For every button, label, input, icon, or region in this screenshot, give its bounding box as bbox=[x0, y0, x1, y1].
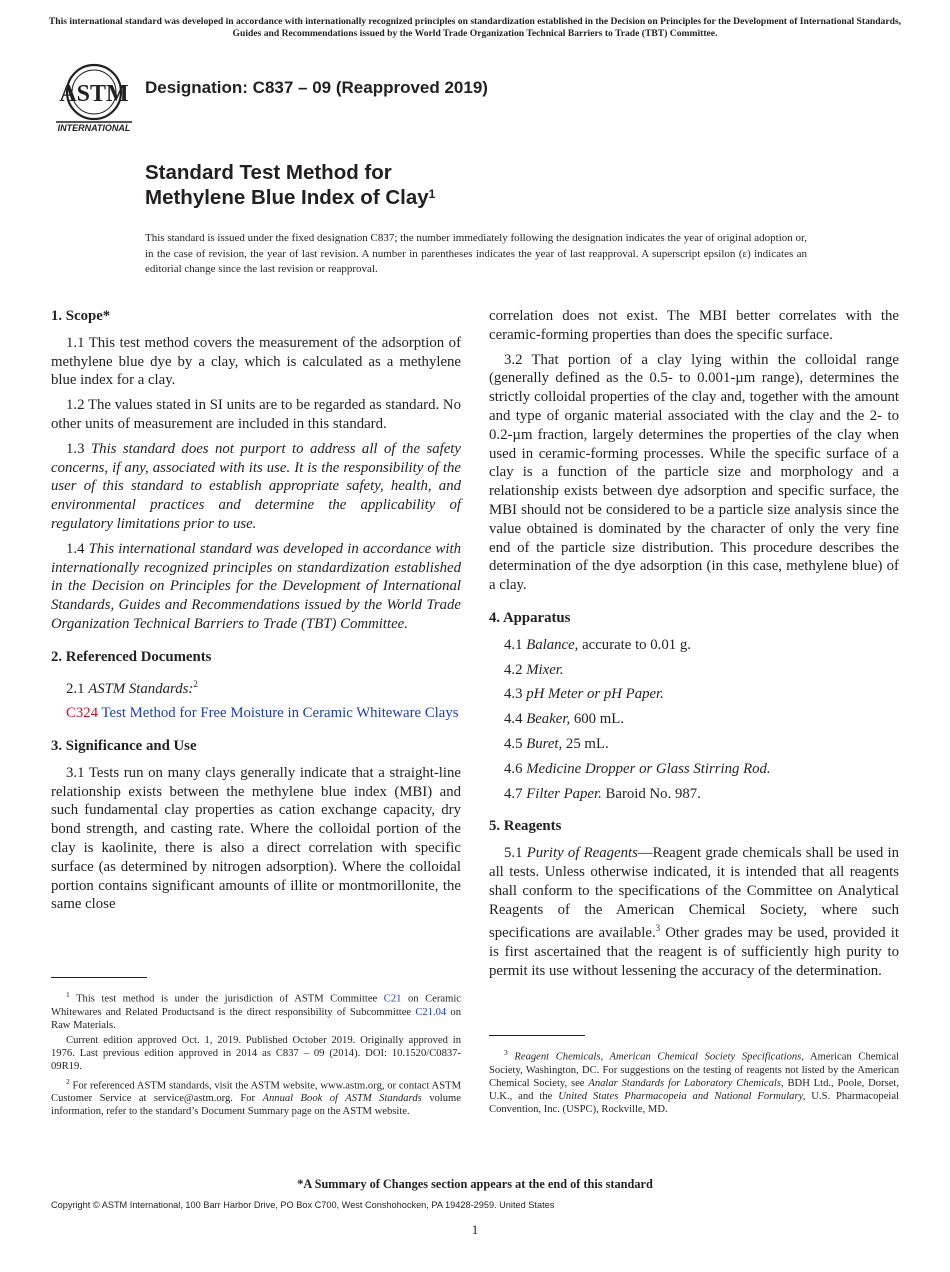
apparatus-item bbox=[489, 636, 899, 655]
footnote-text: on Ceramic Whitewares and Related Productsand is the direct responsibility of Subcommittee bbox=[51, 993, 461, 1018]
section-heading-significance: 3. Significance and Use bbox=[51, 738, 197, 755]
footnote-text: BDH Ltd., Poole, Dorset, U.K., and the bbox=[489, 1077, 900, 1102]
paragraph-number: 2.1 bbox=[66, 680, 89, 697]
item-name: Mixer. bbox=[526, 661, 564, 678]
section-heading-reagents: 5. Reagents bbox=[489, 818, 562, 835]
logo-mark: ASTM bbox=[59, 81, 129, 107]
paragraph-number: 1.4 bbox=[66, 540, 89, 557]
item-number: 4.3 bbox=[504, 686, 527, 703]
paragraph-1-2: 1.2 The values stated in SI units are to be regarded as standard. No other units of measurement are included in this standard. bbox=[51, 397, 461, 432]
footnotes-right bbox=[489, 1046, 899, 1118]
section-heading-apparatus: 4. Apparatus bbox=[489, 609, 571, 626]
footnotes-left bbox=[51, 988, 461, 1120]
footnote-text: Annual Book of ASTM Standards bbox=[262, 1093, 422, 1105]
paragraph-1-1: 1.1 This test method covers the measurement of the adsorption of methylene blue dye by a clay, which is calculated as a methylene blue index for a clay. bbox=[51, 334, 461, 389]
item-detail: 600 mL. bbox=[570, 711, 625, 728]
item-name: Beaker, bbox=[526, 711, 571, 728]
paragraph-1-3 bbox=[51, 440, 461, 534]
footnote-text: Reagent Chemicals, American Chemical Society Specifications, bbox=[507, 1051, 804, 1063]
copyright: Copyright © ASTM International, 100 Barr Harbor Drive, PO Box C700, West Conshohocken, PA 19428-2959. United States bbox=[51, 1200, 555, 1210]
title-footnote-marker: 1 bbox=[428, 187, 436, 201]
item-name: Buret, bbox=[526, 735, 563, 752]
footnote-text: U.S. Pharmacopeial Convention, Inc. (USPC), Rockville, MD. bbox=[489, 1090, 899, 1115]
designation-statement: This standard is issued under the fixed designation C837; the number immediately following the designation indicates the year of original adoption or, in the case of revision, the year of last revision. A number in parentheses indicates the year of last reapproval. A superscript epsilon (ε) indicates an editorial change since the last revision or reapproval. bbox=[145, 232, 807, 275]
footnote-text: Analar Standards for Laboratory Chemicals, bbox=[588, 1077, 784, 1089]
footnote-number: 3 bbox=[504, 1048, 508, 1057]
apparatus-item bbox=[489, 735, 899, 754]
item-name: pH Meter or pH Paper. bbox=[526, 686, 664, 703]
item-number: 4.2 bbox=[504, 661, 527, 678]
footnote-divider bbox=[51, 977, 147, 978]
apparatus-item bbox=[489, 760, 899, 779]
right-column bbox=[489, 307, 899, 987]
paragraph-text: This standard does not purport to address all of the safety concerns, if any, associated with its use. It is the responsibility of the user of this standard to establish appropriate safety, health, and environmental practices and determine the applicability of regulatory limitations prior to use. bbox=[51, 440, 461, 532]
footnote-text: on Raw Materials. bbox=[51, 1006, 461, 1031]
paragraph-3-1-continued: correlation does not exist. The MBI better correlates with the ceramic-forming properties than does the specific surface. bbox=[489, 308, 899, 343]
paragraph-3-2: 3.2 That portion of a clay lying within the colloidal range (generally defined as the 0.5- to 0.001-µm range), determines the strictly colloidal properties of the clay and, together with the amount and type of organic material associated with the clay and the 2- to 0.2-µm fraction, largely determines the properties of the clay when used in ceramic-forming processes. While the specific surface of a clay is a function of the particle size and morphology and a relationship exists between dye adsorption and specific surface, the MBI should not be considered to be a particle size analysis since the value obtained is dominated by the character of only the very fine end of the particle size distribution. This procedure describes the determination of the dye adsorption (in this case, methylene blue) of a clay. bbox=[489, 351, 899, 594]
paragraph-text: This international standard was developed in accordance with internationally recognized principles on standardization established in the Decision on Principles for the Development of International Standards, Guides and Recommendations issued by the World Trade Organization Technical Barriers to Trade (TBT) Committee. bbox=[51, 540, 461, 632]
apparatus-item bbox=[489, 785, 899, 804]
item-name: Medicine Dropper or Glass Stirring Rod. bbox=[526, 760, 771, 777]
footnote-edition: Current edition approved Oct. 1, 2019. Published October 2019. Originally approved in 1976. Last previous edition approved in 2014 as C837 – 09 (2014). DOI: 10.1520/C0837-09R19. bbox=[51, 1034, 461, 1072]
footnote-text: United States Pharmacopeia and National Formulary, bbox=[558, 1090, 806, 1102]
astm-logo-icon bbox=[52, 58, 136, 136]
subcommittee-link[interactable]: C21.04 bbox=[415, 1006, 447, 1018]
apparatus-item bbox=[489, 710, 899, 729]
paragraph-1-4 bbox=[51, 540, 461, 634]
footnote-text: American Chemical Society, Washington, DC. For suggestions on the testing of reagents not listed by the American Chemical Society, see bbox=[489, 1051, 899, 1089]
footnote-marker: 2 bbox=[193, 678, 198, 689]
footnote-text: For referenced ASTM standards, visit the ASTM website, www.astm.org, or contact ASTM Customer Service at service@astm.org. For bbox=[51, 1080, 461, 1105]
paragraph-number: 5.1 bbox=[504, 845, 527, 862]
footnote-3 bbox=[489, 1046, 899, 1116]
reference-title-link[interactable]: Test Method for Free Moisture in Ceramic Whiteware Clays bbox=[98, 705, 459, 722]
footnote-divider bbox=[489, 1035, 585, 1036]
footnote-number: 2 bbox=[66, 1076, 70, 1086]
title-line-2: Methylene Blue Index of Clay bbox=[145, 186, 429, 209]
item-number: 4.1 bbox=[504, 636, 527, 653]
paragraph-title: Purity of Reagents bbox=[526, 845, 638, 862]
summary-of-changes-note: *A Summary of Changes section appears at the end of this standard bbox=[297, 1177, 653, 1191]
tbt-notice: This international standard was developed in accordance with internationally recognized principles on standardization established in the Decision on Principles for the Development of International Standards, Guides and Recommendations issued by the World Trade Organization Technical Barriers to Trade (TBT) Committee. bbox=[48, 16, 902, 39]
apparatus-item bbox=[489, 685, 899, 704]
item-number: 4.7 bbox=[504, 785, 527, 802]
item-detail: 25 mL. bbox=[562, 735, 609, 752]
item-number: 4.5 bbox=[504, 735, 527, 752]
paragraph-3-1: 3.1 Tests run on many clays generally indicate that a straight-line relationship exists between the methylene blue index (MBI) and such fundamental clay properties as cation exchange capacity, dry bond strength, and casting rate. Where the colloidal portion of the clay is kaolinite, there is also a direct correlation with specific surface (as determined by nitrogen adsorption). Where the colloidal portion contains significant amounts of illite or montmorillonite, the same close bbox=[51, 764, 461, 913]
item-name: Filter Paper. bbox=[526, 785, 602, 802]
left-column bbox=[51, 307, 461, 920]
item-detail: Baroid No. 987. bbox=[601, 785, 701, 802]
logo-subtitle: INTERNATIONAL bbox=[57, 123, 131, 133]
footnote-1 bbox=[51, 988, 461, 1032]
paragraph-5-1 bbox=[489, 844, 899, 981]
paragraph-text: —Reagent grade chemicals shall be used in all tests. Unless otherwise indicated, it is intended that all reagents shall conform to the specifications of the Committee on Analytical Reagents of the American Chemical Society, where such specifications are available. bbox=[489, 845, 899, 942]
designation: Designation: C837 – 09 (Reapproved 2019) bbox=[145, 78, 488, 97]
item-detail: accurate to 0.01 g. bbox=[578, 636, 691, 653]
item-name: Balance, bbox=[526, 636, 579, 653]
paragraph-text: Other grades may be used, provided it is first ascertained that the reagent is of sufficiently high purity to permit its use without lessening the accuracy of the determination. bbox=[489, 925, 899, 979]
footnote-text: volume information, refer to the standard’s Document Summary page on the ASTM website. bbox=[51, 1093, 461, 1118]
section-heading-referenced-documents: 2. Referenced Documents bbox=[51, 648, 212, 665]
page-number: 1 bbox=[471, 1222, 479, 1237]
reference-code-link[interactable]: C324 bbox=[66, 705, 99, 722]
apparatus-item bbox=[489, 661, 899, 680]
footnote-marker: 3 bbox=[655, 923, 661, 934]
item-number: 4.4 bbox=[504, 711, 527, 728]
footnote-text: This test method is under the jurisdiction of ASTM Committee bbox=[69, 993, 384, 1005]
page-title bbox=[145, 160, 435, 210]
paragraph-number: 1.3 bbox=[66, 440, 91, 457]
committee-link[interactable]: C21 bbox=[383, 993, 402, 1005]
item-number: 4.6 bbox=[504, 760, 527, 777]
reference-c324[interactable] bbox=[51, 704, 461, 723]
paragraph-2-1 bbox=[51, 675, 461, 699]
title-line-1: Standard Test Method for bbox=[145, 161, 392, 184]
footnote-number: 1 bbox=[66, 990, 70, 999]
paragraph-text: ASTM Standards: bbox=[88, 680, 194, 697]
section-heading-scope: 1. Scope* bbox=[51, 308, 111, 324]
footnote-2 bbox=[51, 1075, 461, 1119]
